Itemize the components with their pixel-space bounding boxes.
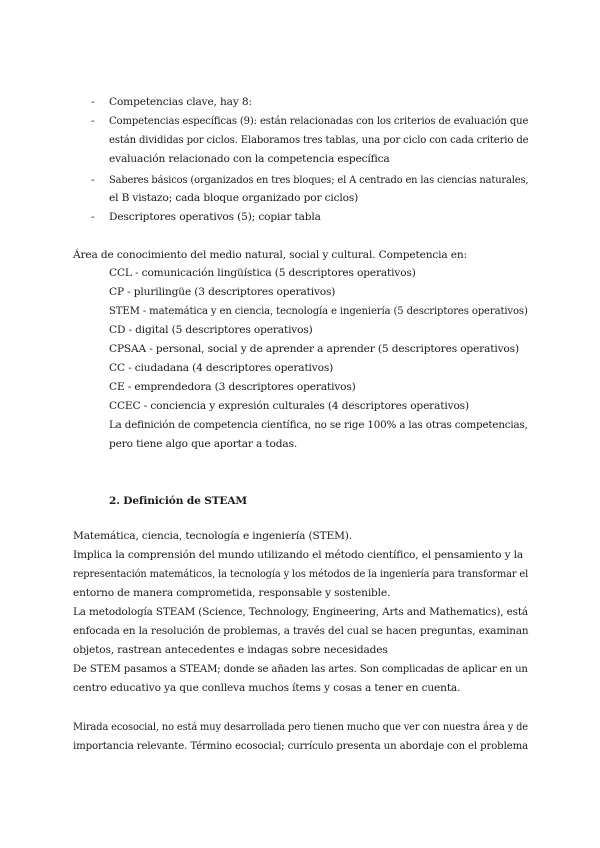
competencia-item: CPSAA - personal, social y de aprender a aprender (5 descriptores operativos) (109, 343, 519, 355)
paragraph-line: Matemática, ciencia, tecnología e ingeniería (STEM). (73, 530, 352, 542)
paragraph-line: importancia relevante. Término ecosocial; currículo presenta un abordaje con el problema (73, 740, 529, 752)
bullet-line: Competencias clave, hay 8: (109, 96, 252, 108)
bullet-line: Saberes básicos (organizados en tres bloques; el A centrado en las ciencias naturales, (109, 174, 529, 186)
bullet-dash: - (91, 96, 95, 108)
bullet-line: están divididas por ciclos. Elaboramos tres tablas, una por ciclo con cada criterio de (109, 134, 529, 146)
paragraph-line: De STEM pasamos a STEAM; donde se añaden las artes. Son complicadas de aplicar en un (73, 663, 528, 675)
paragraph-line: representación matemáticos, la tecnología y los métodos de la ingeniería para transformar el (73, 568, 529, 580)
bullet-line: el B vistazo; cada bloque organizado por ciclos) (109, 192, 359, 204)
bullet-dash: - (91, 211, 95, 223)
paragraph-line: Mirada ecosocial, no está muy desarrollada pero tienen mucho que ver con nuestra área y de (73, 721, 529, 733)
paragraph-line: objetos, rastrean antecedentes e indagas sobre necesidades (73, 644, 388, 656)
section-heading: 2. Definición de STEAM (109, 495, 248, 507)
paragraph-line: Implica la comprensión del mundo utilizando el método científico, el pensamiento y la (73, 549, 524, 561)
competencia-item: CE - emprendedora (3 descriptores operativos) (109, 381, 356, 393)
competencia-item: CCL - comunicación lingüística (5 descriptores operativos) (109, 267, 416, 279)
paragraph-line: enfocada en la resolución de problemas, a través del cual se hacen preguntas, examinan (73, 625, 529, 637)
bullet-line: Competencias específicas (9): están relacionadas con los criterios de evaluación que (109, 115, 529, 127)
paragraph-line: entorno de manera comprometida, responsable y sostenible. (73, 587, 391, 599)
bullet-line: evaluación relacionado con la competencia específica (109, 153, 390, 165)
bullet-dash: - (91, 115, 95, 127)
definicion-line: pero tiene algo que aportar a todas. (109, 438, 298, 450)
competencia-item: STEM - matemática y en ciencia, tecnología e ingeniería (5 descriptores operativos) (109, 305, 528, 317)
competencia-item: CP - plurilingüe (3 descriptores operativos) (109, 286, 336, 298)
competencia-item: CCEC - conciencia y expresión culturales (4 descriptores operativos) (109, 400, 469, 412)
paragraph-line: La metodología STEAM (Science, Technology, Engineering, Arts and Mathematics), está (73, 606, 528, 618)
competencia-item: CC - ciudadana (4 descriptores operativos) (109, 362, 334, 374)
competencia-item: CD - digital (5 descriptores operativos) (109, 324, 313, 336)
area-intro: Área de conocimiento del medio natural, social y cultural. Competencia en: (73, 249, 467, 261)
bullet-dash: - (91, 174, 95, 186)
bullet-line: Descriptores operativos (5); copiar tabla (109, 211, 321, 223)
definicion-line: La definición de competencia científica, no se rige 100% a las otras competencias, (109, 419, 528, 431)
paragraph-line: centro educativo ya que conlleva muchos ítems y cosas a tener en cuenta. (73, 682, 461, 694)
